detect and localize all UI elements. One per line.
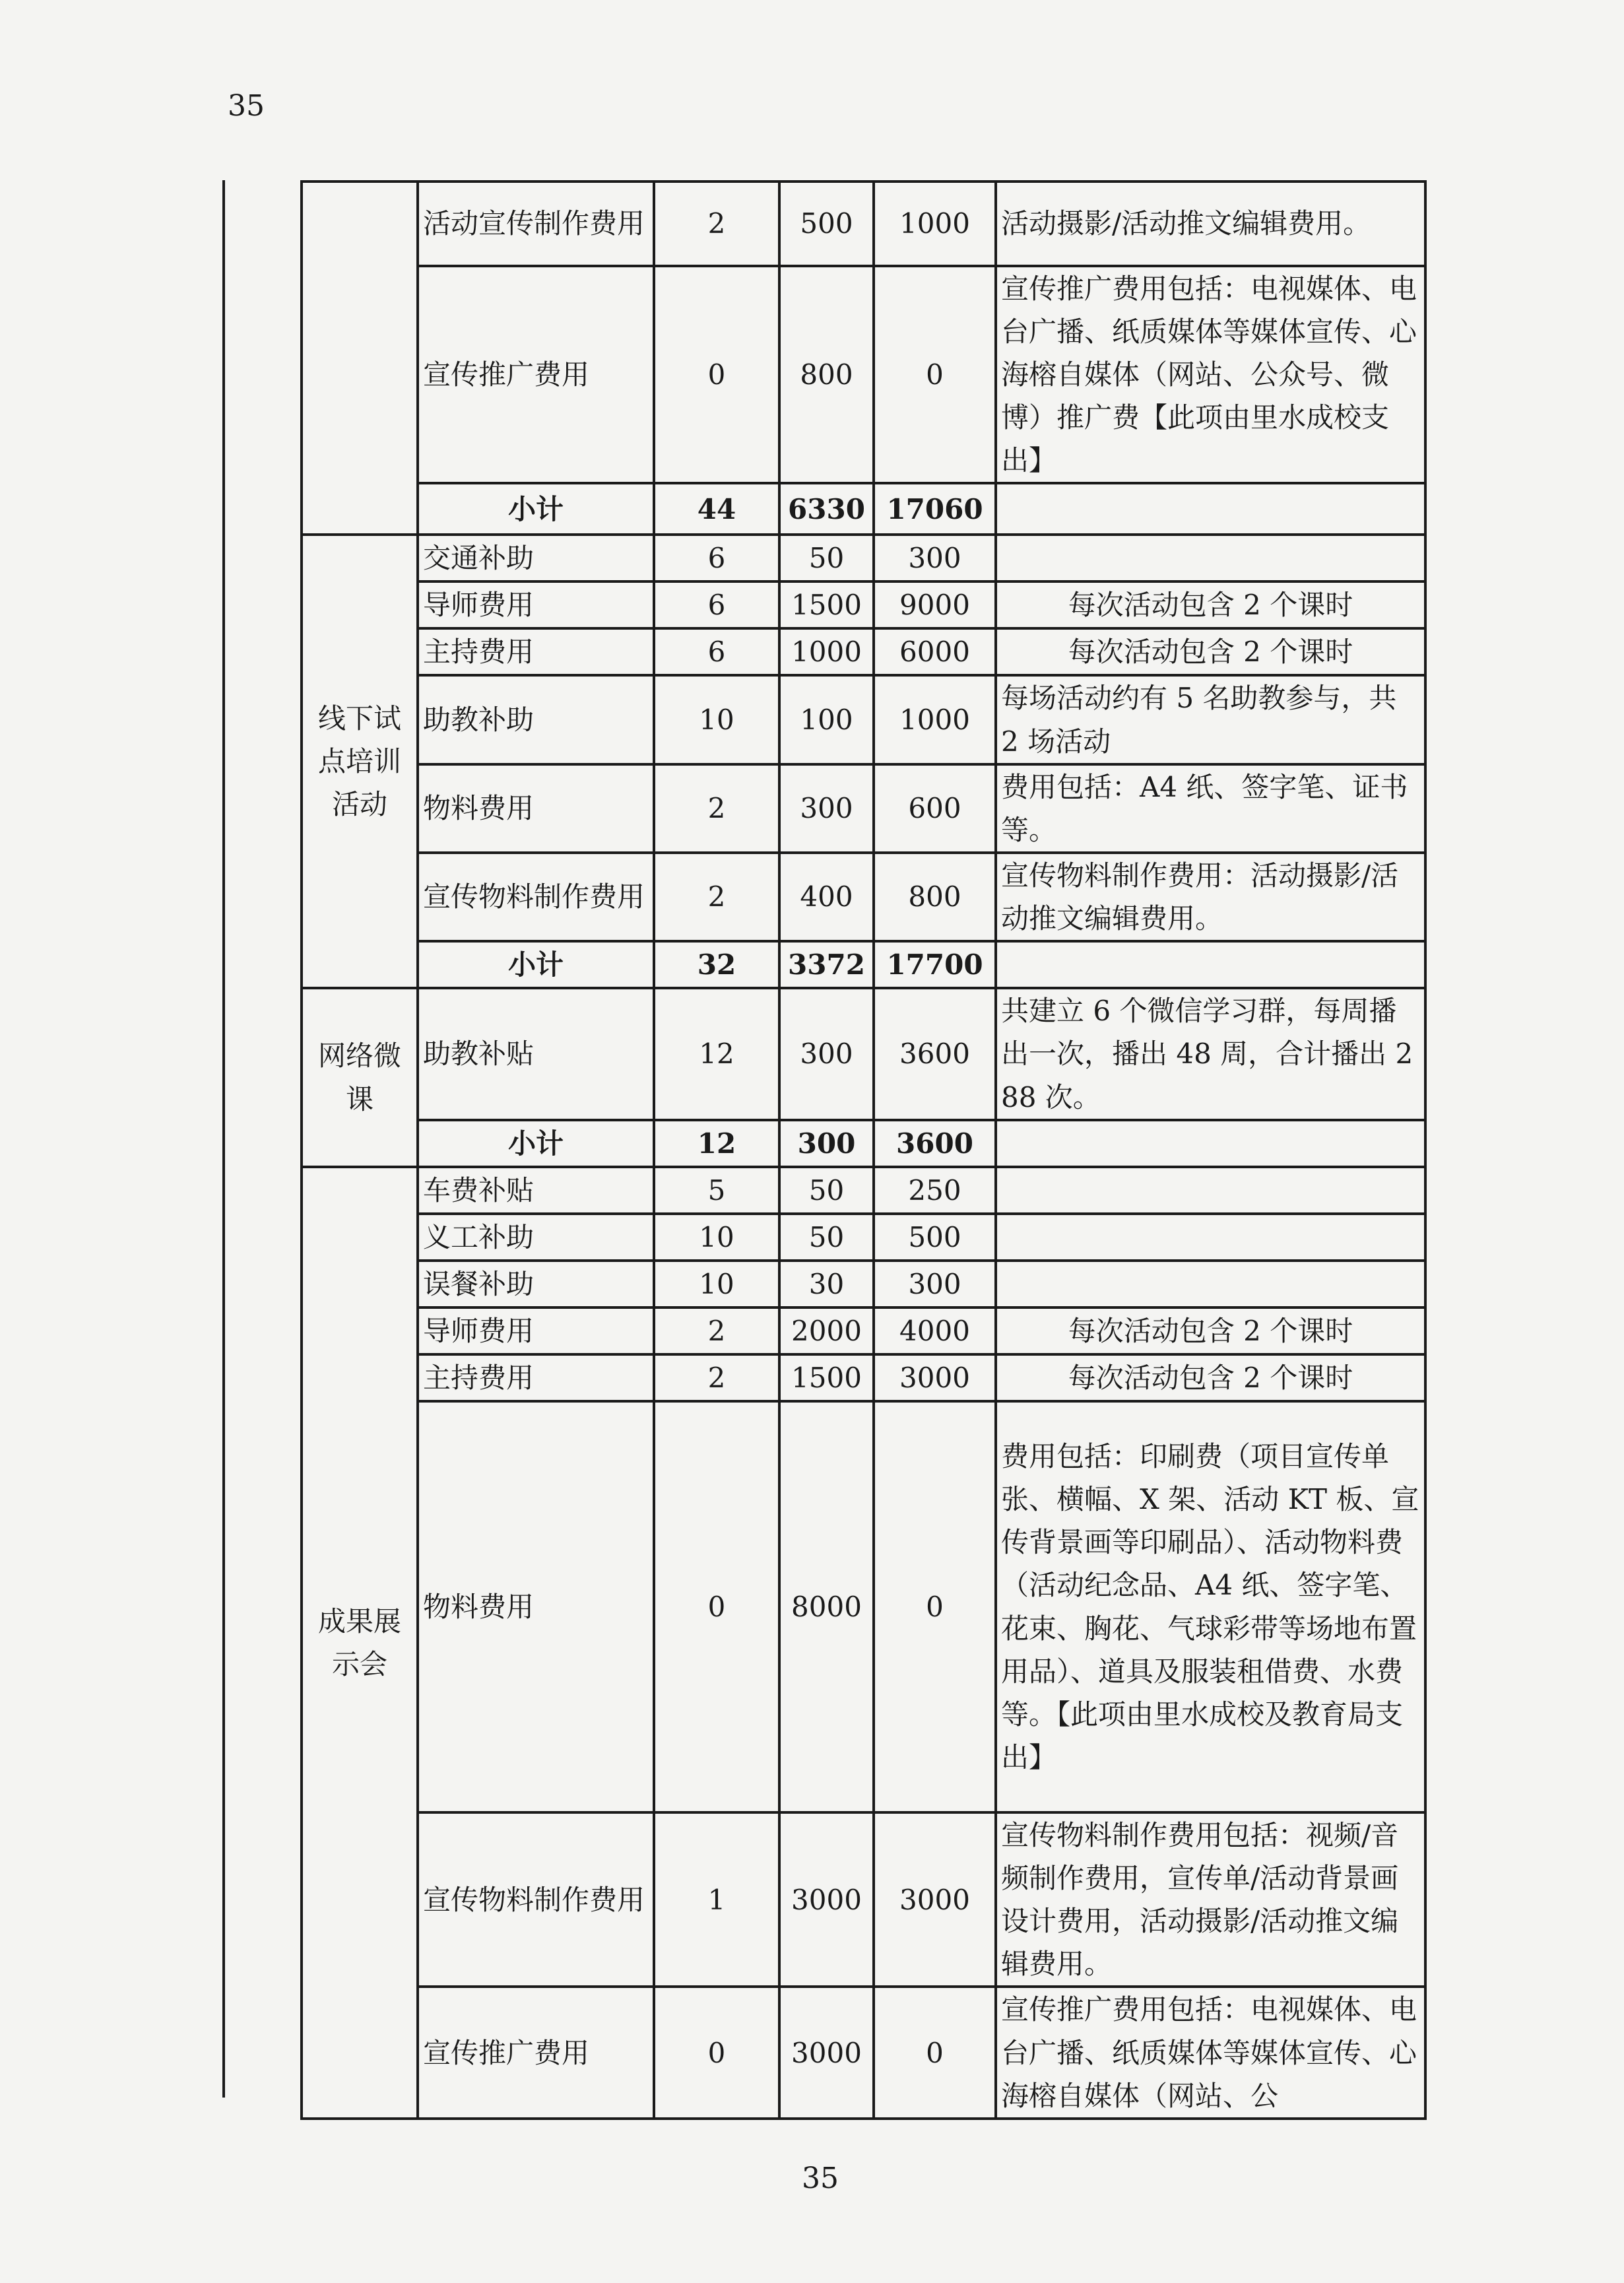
note-cell [996, 941, 1425, 988]
qty-cell: 2 [654, 1307, 779, 1354]
price-cell: 1500 [779, 581, 874, 628]
qty-cell: 12 [654, 988, 779, 1120]
table-row [302, 581, 1425, 628]
subtotal-row [302, 483, 1425, 535]
price-cell: 400 [779, 853, 874, 941]
table-row [302, 1401, 1425, 1812]
price-cell: 3000 [779, 1987, 874, 2118]
qty-cell: 44 [654, 483, 779, 535]
table-row [302, 182, 1425, 266]
note-cell: 宣传物料制作费用：活动摄影/活动推文编辑费用。 [996, 853, 1425, 941]
subtotal-row [302, 1120, 1425, 1167]
table-row [302, 1261, 1425, 1307]
qty-cell: 12 [654, 1120, 779, 1167]
total-cell: 600 [874, 764, 996, 853]
subtotal-label: 小计 [418, 941, 654, 988]
item-cell: 主持费用 [418, 628, 654, 675]
total-cell: 1000 [874, 675, 996, 764]
item-cell: 导师费用 [418, 581, 654, 628]
total-cell: 250 [874, 1167, 996, 1214]
qty-cell: 10 [654, 675, 779, 764]
total-cell: 6000 [874, 628, 996, 675]
total-cell: 17700 [874, 941, 996, 988]
category-showcase: 成果展示会 [302, 1167, 418, 2119]
note-cell: 每次活动包含 2 个课时 [996, 628, 1425, 675]
price-cell: 8000 [779, 1401, 874, 1812]
note-cell: 每次活动包含 2 个课时 [996, 1354, 1425, 1401]
price-cell: 800 [779, 266, 874, 483]
item-cell: 助教补助 [418, 675, 654, 764]
item-cell: 宣传推广费用 [418, 266, 654, 483]
note-cell [996, 535, 1425, 581]
item-cell: 宣传物料制作费用 [418, 853, 654, 941]
total-cell: 300 [874, 535, 996, 581]
table-row [302, 853, 1425, 941]
subtotal-label: 小计 [418, 1120, 654, 1167]
price-cell: 6330 [779, 483, 874, 535]
item-cell: 助教补贴 [418, 988, 654, 1120]
note-cell: 每次活动包含 2 个课时 [996, 581, 1425, 628]
category-offline-training: 线下试点培训活动 [302, 535, 418, 988]
note-cell [996, 1214, 1425, 1261]
table-row [302, 675, 1425, 764]
price-cell: 100 [779, 675, 874, 764]
total-cell: 0 [874, 1987, 996, 2118]
item-cell: 交通补助 [418, 535, 654, 581]
note-cell [996, 1120, 1425, 1167]
qty-cell: 10 [654, 1214, 779, 1261]
qty-cell: 0 [654, 266, 779, 483]
item-cell: 物料费用 [418, 764, 654, 853]
price-cell: 2000 [779, 1307, 874, 1354]
qty-cell: 10 [654, 1261, 779, 1307]
item-cell: 导师费用 [418, 1307, 654, 1354]
note-cell: 费用包括：印刷费（项目宣传单张、横幅、X 架、活动 KT 板、宣传背景画等印刷品）、活动物料费（活动纪念品、A4 纸、签字笔、花束、胸花、气球彩带等场地布置用品）、道具及服装租借费、水费等。【此项由里水成校及教育局支出】 [996, 1401, 1425, 1812]
note-cell [996, 1167, 1425, 1214]
item-cell: 误餐补助 [418, 1261, 654, 1307]
total-cell: 800 [874, 853, 996, 941]
qty-cell: 2 [654, 1354, 779, 1401]
category-online-course: 网络微课 [302, 988, 418, 1167]
qty-cell: 2 [654, 182, 779, 266]
total-cell: 3000 [874, 1812, 996, 1987]
total-cell: 0 [874, 1401, 996, 1812]
price-cell: 1500 [779, 1354, 874, 1401]
item-cell: 宣传推广费用 [418, 1987, 654, 2118]
total-cell: 9000 [874, 581, 996, 628]
subtotal-label: 小计 [418, 483, 654, 535]
item-cell: 主持费用 [418, 1354, 654, 1401]
table-left-border [222, 180, 225, 2098]
price-cell: 3372 [779, 941, 874, 988]
page-number-top: 35 [228, 89, 265, 123]
price-cell: 500 [779, 182, 874, 266]
table-row [302, 1307, 1425, 1354]
price-cell: 50 [779, 1167, 874, 1214]
page-number-bottom: 35 [802, 2162, 839, 2195]
note-cell: 共建立 6 个微信学习群，每周播出一次，播出 48 周，合计播出 288 次。 [996, 988, 1425, 1120]
note-cell: 每次活动包含 2 个课时 [996, 1307, 1425, 1354]
table-row [302, 1812, 1425, 1987]
qty-cell: 1 [654, 1812, 779, 1987]
qty-cell: 32 [654, 941, 779, 988]
table-row [302, 628, 1425, 675]
total-cell: 0 [874, 266, 996, 483]
qty-cell: 6 [654, 581, 779, 628]
price-cell: 300 [779, 1120, 874, 1167]
price-cell: 300 [779, 764, 874, 853]
qty-cell: 6 [654, 535, 779, 581]
table-row [302, 1167, 1425, 1214]
total-cell: 17060 [874, 483, 996, 535]
note-cell [996, 483, 1425, 535]
table-row [302, 988, 1425, 1120]
qty-cell: 2 [654, 853, 779, 941]
note-cell: 活动摄影/活动推文编辑费用。 [996, 182, 1425, 266]
qty-cell: 0 [654, 1987, 779, 2118]
total-cell: 1000 [874, 182, 996, 266]
price-cell: 50 [779, 535, 874, 581]
price-cell: 300 [779, 988, 874, 1120]
note-cell: 宣传推广费用包括：电视媒体、电台广播、纸质媒体等媒体宣传、心海榕自媒体（网站、公众号、微博）推广费【此项由里水成校支出】 [996, 266, 1425, 483]
total-cell: 3000 [874, 1354, 996, 1401]
price-cell: 30 [779, 1261, 874, 1307]
note-cell: 宣传推广费用包括：电视媒体、电台广播、纸质媒体等媒体宣传、心海榕自媒体（网站、公 [996, 1987, 1425, 2118]
qty-cell: 5 [654, 1167, 779, 1214]
total-cell: 4000 [874, 1307, 996, 1354]
item-cell: 宣传物料制作费用 [418, 1812, 654, 1987]
total-cell: 3600 [874, 1120, 996, 1167]
qty-cell: 2 [654, 764, 779, 853]
table-row [302, 535, 1425, 581]
qty-cell: 0 [654, 1401, 779, 1812]
budget-table [300, 180, 1427, 2120]
price-cell: 1000 [779, 628, 874, 675]
total-cell: 3600 [874, 988, 996, 1120]
table-row [302, 1354, 1425, 1401]
table-row [302, 266, 1425, 483]
total-cell: 300 [874, 1261, 996, 1307]
item-cell: 活动宣传制作费用 [418, 182, 654, 266]
item-cell: 物料费用 [418, 1401, 654, 1812]
table-row [302, 1987, 1425, 2118]
item-cell: 车费补贴 [418, 1167, 654, 1214]
price-cell: 50 [779, 1214, 874, 1261]
note-cell [996, 1261, 1425, 1307]
table-row [302, 764, 1425, 853]
note-cell: 每场活动约有 5 名助教参与，共 2 场活动 [996, 675, 1425, 764]
category-cell [302, 182, 418, 535]
qty-cell: 6 [654, 628, 779, 675]
note-cell: 宣传物料制作费用包括：视频/音频制作费用，宣传单/活动背景画设计费用，活动摄影/活动推文编辑费用。 [996, 1812, 1425, 1987]
note-cell: 费用包括：A4 纸、签字笔、证书等。 [996, 764, 1425, 853]
price-cell: 3000 [779, 1812, 874, 1987]
total-cell: 500 [874, 1214, 996, 1261]
table-row [302, 1214, 1425, 1261]
subtotal-row [302, 941, 1425, 988]
item-cell: 义工补助 [418, 1214, 654, 1261]
